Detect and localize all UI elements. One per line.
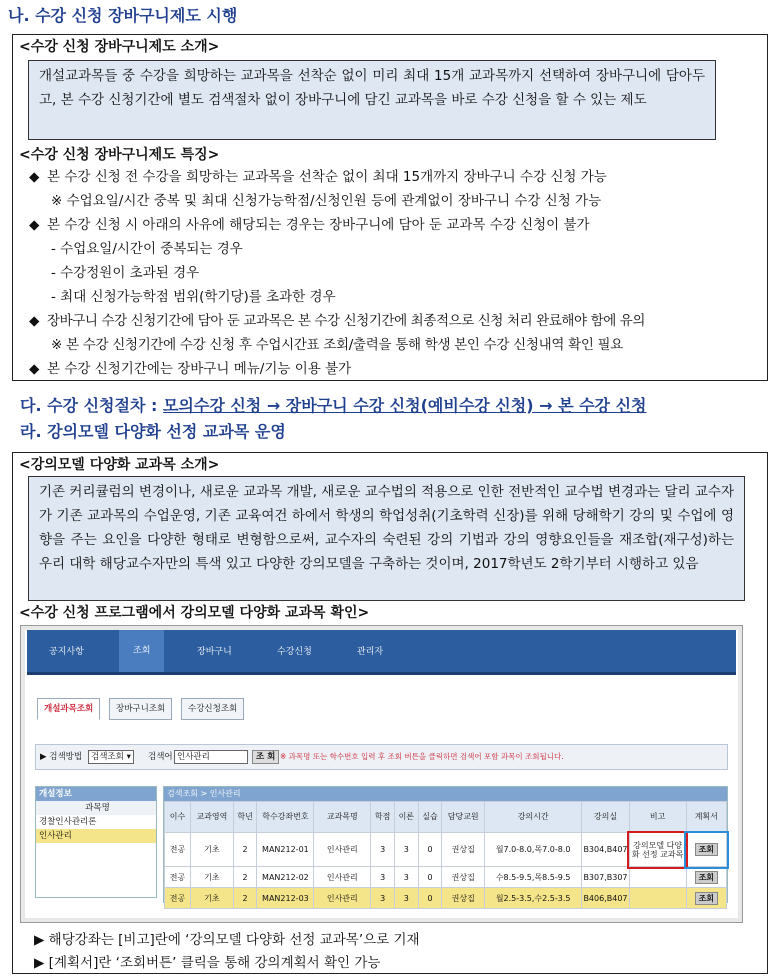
cell: 2 <box>233 867 257 888</box>
cell: MAN212-02 <box>257 867 314 888</box>
cell: 3 <box>394 833 418 867</box>
column-header: 이론 <box>394 802 418 833</box>
cell: MAN212-03 <box>257 888 314 909</box>
table-row <box>165 888 727 909</box>
registration-program-screenshot <box>20 625 743 923</box>
cell: B406,B407 <box>582 888 629 909</box>
view-plan-button[interactable]: 조회 <box>695 892 718 905</box>
nav-notice[interactable]: 공지사항 <box>49 647 84 657</box>
remark-cell: 강의모델 다양화 선정 교과목 <box>629 833 686 867</box>
feature-item: ◆ 본 수강 신청기간에는 장바구니 메뉴/기능 이용 불가 <box>29 361 352 377</box>
column-header: 계획서 <box>686 802 726 833</box>
nav-basket[interactable]: 장바구니 <box>197 647 232 657</box>
cell: B307,B307 <box>582 867 629 888</box>
course-info-panel <box>35 786 157 898</box>
cell: 3 <box>371 888 395 909</box>
results-panel <box>163 786 728 903</box>
nav-search[interactable]: 조회 <box>119 630 164 672</box>
cell: 0 <box>418 888 442 909</box>
search-method-select[interactable]: 검색조회 ▾ <box>88 750 134 764</box>
column-header: 학수강좌번호 <box>257 802 314 833</box>
cell: 권상집 <box>442 888 485 909</box>
column-header: 실습 <box>418 802 442 833</box>
feature-subitem: - 수업요일/시간이 중복되는 경우 <box>51 241 243 257</box>
basket-system-frame <box>12 34 768 381</box>
remark-cell <box>629 888 686 909</box>
column-header: 학년 <box>233 802 257 833</box>
intro-title: <수강 신청 장바구니제도 소개> <box>19 39 220 55</box>
cell: 인사관리 <box>314 888 371 909</box>
cell: 기초 <box>191 833 234 867</box>
cell: 인사관리 <box>314 867 371 888</box>
nav-register[interactable]: 수강신청 <box>277 647 312 657</box>
cell: 0 <box>418 833 442 867</box>
cell: 전공 <box>165 888 191 909</box>
column-header: 이수 <box>165 802 191 833</box>
column-header: 교과목명 <box>314 802 371 833</box>
search-hint: ※ 과목명 또는 학수번호 입력 후 조회 버튼을 클릭하면 검색어 포함 과목이 조회됩니다. <box>280 752 564 761</box>
cell: 3 <box>371 867 395 888</box>
cell: 3 <box>371 833 395 867</box>
intro-body: 개설교과목들 중 수강을 희망하는 교과목을 선착순 없이 미리 최대 15개 교과목까지 선택하여 장바구니에 담아두고, 본 수강 신청기간에 별도 검색절차 없이 장바구니에 담긴 교과목을 바로 수강 신청을 할 수 있는 제도 <box>28 60 716 140</box>
features-list <box>25 165 759 381</box>
panel-title: 개설정보 <box>36 787 156 801</box>
cell: 2 <box>233 833 257 867</box>
procedure-link: 모의수강 신청 → 장바구니 수강 신청(예비수강 신청) → 본 수강 신청 <box>162 396 647 415</box>
feature-note: ※ 수업요일/시간 중복 및 최대 신청가능학점/신청인원 등에 관계없이 장바구니 수강 신청 가능 <box>51 193 602 209</box>
feature-note: ※ 본 수강 신청기간에 수강 신청 후 수업시간표 조회/출력을 통해 학생 본인 수강 신청내역 확인 필요 <box>51 337 624 353</box>
column-header: 담당교원 <box>442 802 485 833</box>
section-heading-na: 나. 수강 신청 장바구니제도 시행 <box>8 6 238 25</box>
cell: 권상집 <box>442 833 485 867</box>
section-heading-ra: 라. 강의모델 다양화 선정 교과목 운영 <box>20 422 286 441</box>
note-remark-column: ▶ 해당강좌는 [비고]란에 ‘강의모델 다양화 선정 교과목’으로 기재 <box>34 932 420 948</box>
cell: 3 <box>394 867 418 888</box>
column-header: 비고 <box>629 802 686 833</box>
results-breadcrumb: 검색조회 > 인사관리 <box>164 787 727 801</box>
feature-item: ◆ 본 수강 신청 시 아래의 사유에 해당되는 경우는 장바구니에 담아 둔 교과목 수강 신청이 불가 <box>29 217 590 233</box>
search-button[interactable]: 조 회 <box>252 750 279 764</box>
table-row <box>165 867 727 888</box>
panel-header: 과목명 <box>36 801 156 815</box>
course-list-item[interactable]: 경찰인사관리론 <box>39 817 97 827</box>
tab-basket[interactable]: 장바구니조회 <box>109 698 172 720</box>
cell: 전공 <box>165 833 191 867</box>
cell: 권상집 <box>442 867 485 888</box>
tab-open-courses[interactable]: 개설과목조회 <box>37 698 100 720</box>
cell: 기초 <box>191 888 234 909</box>
section-heading-da: 다. 수강 신청절차 : 모의수강 신청 → 장바구니 수강 신청(예비수강 신청) → 본 수강 신청 <box>20 396 647 415</box>
column-header: 강의실 <box>582 802 629 833</box>
column-header: 교과영역 <box>191 802 234 833</box>
remark-cell <box>629 867 686 888</box>
top-navigation <box>27 630 736 675</box>
tab-registered[interactable]: 수강신청조회 <box>181 698 244 720</box>
plan-cell <box>686 833 726 867</box>
course-list-item[interactable]: 인사관리 <box>36 829 156 843</box>
view-plan-button[interactable]: 조회 <box>695 843 718 856</box>
cell: 기초 <box>191 867 234 888</box>
search-method-label: ▶ 검색방법 <box>40 752 83 762</box>
nav-admin[interactable]: 관리자 <box>357 647 384 657</box>
cell: 수8.5-9.5,목8.5-9.5 <box>485 867 582 888</box>
feature-subitem: - 수강정원이 초과된 경우 <box>51 265 200 281</box>
feature-subitem: - 최대 신청가능학점 범위(학기당)를 초과한 경우 <box>51 289 336 305</box>
column-header: 강의시간 <box>485 802 582 833</box>
model-title: <강의모델 다양화 교과목 소개> <box>19 457 220 473</box>
table-header-row <box>165 802 727 833</box>
cell: 3 <box>394 888 418 909</box>
plan-cell <box>686 888 726 909</box>
view-plan-button[interactable]: 조회 <box>695 871 718 884</box>
model-check-title: <수강 신청 프로그램에서 강의모델 다양화 교과목 확인> <box>19 605 370 621</box>
cell: 인사관리 <box>314 833 371 867</box>
feature-item: ◆ 장바구니 수강 신청기간에 담아 둔 교과목은 본 수강 신청기간에 최종적으로 신청 처리 완료해야 함에 유의 <box>29 313 646 329</box>
cell: 0 <box>418 867 442 888</box>
chevron-down-icon: ▾ <box>126 752 131 762</box>
note-plan-column: ▶ [계획서]란 ‘조회버튼’ 클릭을 통해 강의계획서 확인 가능 <box>34 955 381 971</box>
cell: 월2.5-3.5,수2.5-3.5 <box>485 888 582 909</box>
cell: 월7.0-8.0,목7.0-8.0 <box>485 833 582 867</box>
cell: 2 <box>233 888 257 909</box>
plan-cell <box>686 867 726 888</box>
column-header: 학점 <box>371 802 395 833</box>
results-table <box>164 801 727 909</box>
table-row <box>165 833 727 867</box>
feature-item: ◆ 본 수강 신청 전 수강을 희망하는 교과목을 선착순 없이 최대 15개까지 장바구니 수강 신청 가능 <box>29 169 607 185</box>
search-bar <box>35 744 728 770</box>
features-title: <수강 신청 장바구니제도 특징> <box>19 147 220 163</box>
model-body: 기존 커리큘럼의 변경이나, 새로운 교과목 개발, 새로운 교수법의 적용으로 인한 전반적인 교수법 변경과는 달리 교수자가 기존 교과목의 수업운영, 기존 교육여건 하에서 학생의 학업성취(기초학력 신장)를 위해 당해학기 강의 및 수업에 영향을 주는 요인을 다양한 형태로 변형함으로써, 교수자의 숙련된 강의 기법과 강의 영향요인들을 재조합(재구성)하는 우리 대학 해당교수자만의 특색 있고 다양한 강의모델을 구축하는 것이며, 2017학년도 2학기부터 시행하고 있음 <box>28 476 745 601</box>
cell: B304,B407 <box>582 833 629 867</box>
keyword-label: 검색어 <box>148 752 173 762</box>
cell: 전공 <box>165 867 191 888</box>
cell: MAN212-01 <box>257 833 314 867</box>
keyword-input[interactable]: 인사관리 <box>174 750 248 764</box>
